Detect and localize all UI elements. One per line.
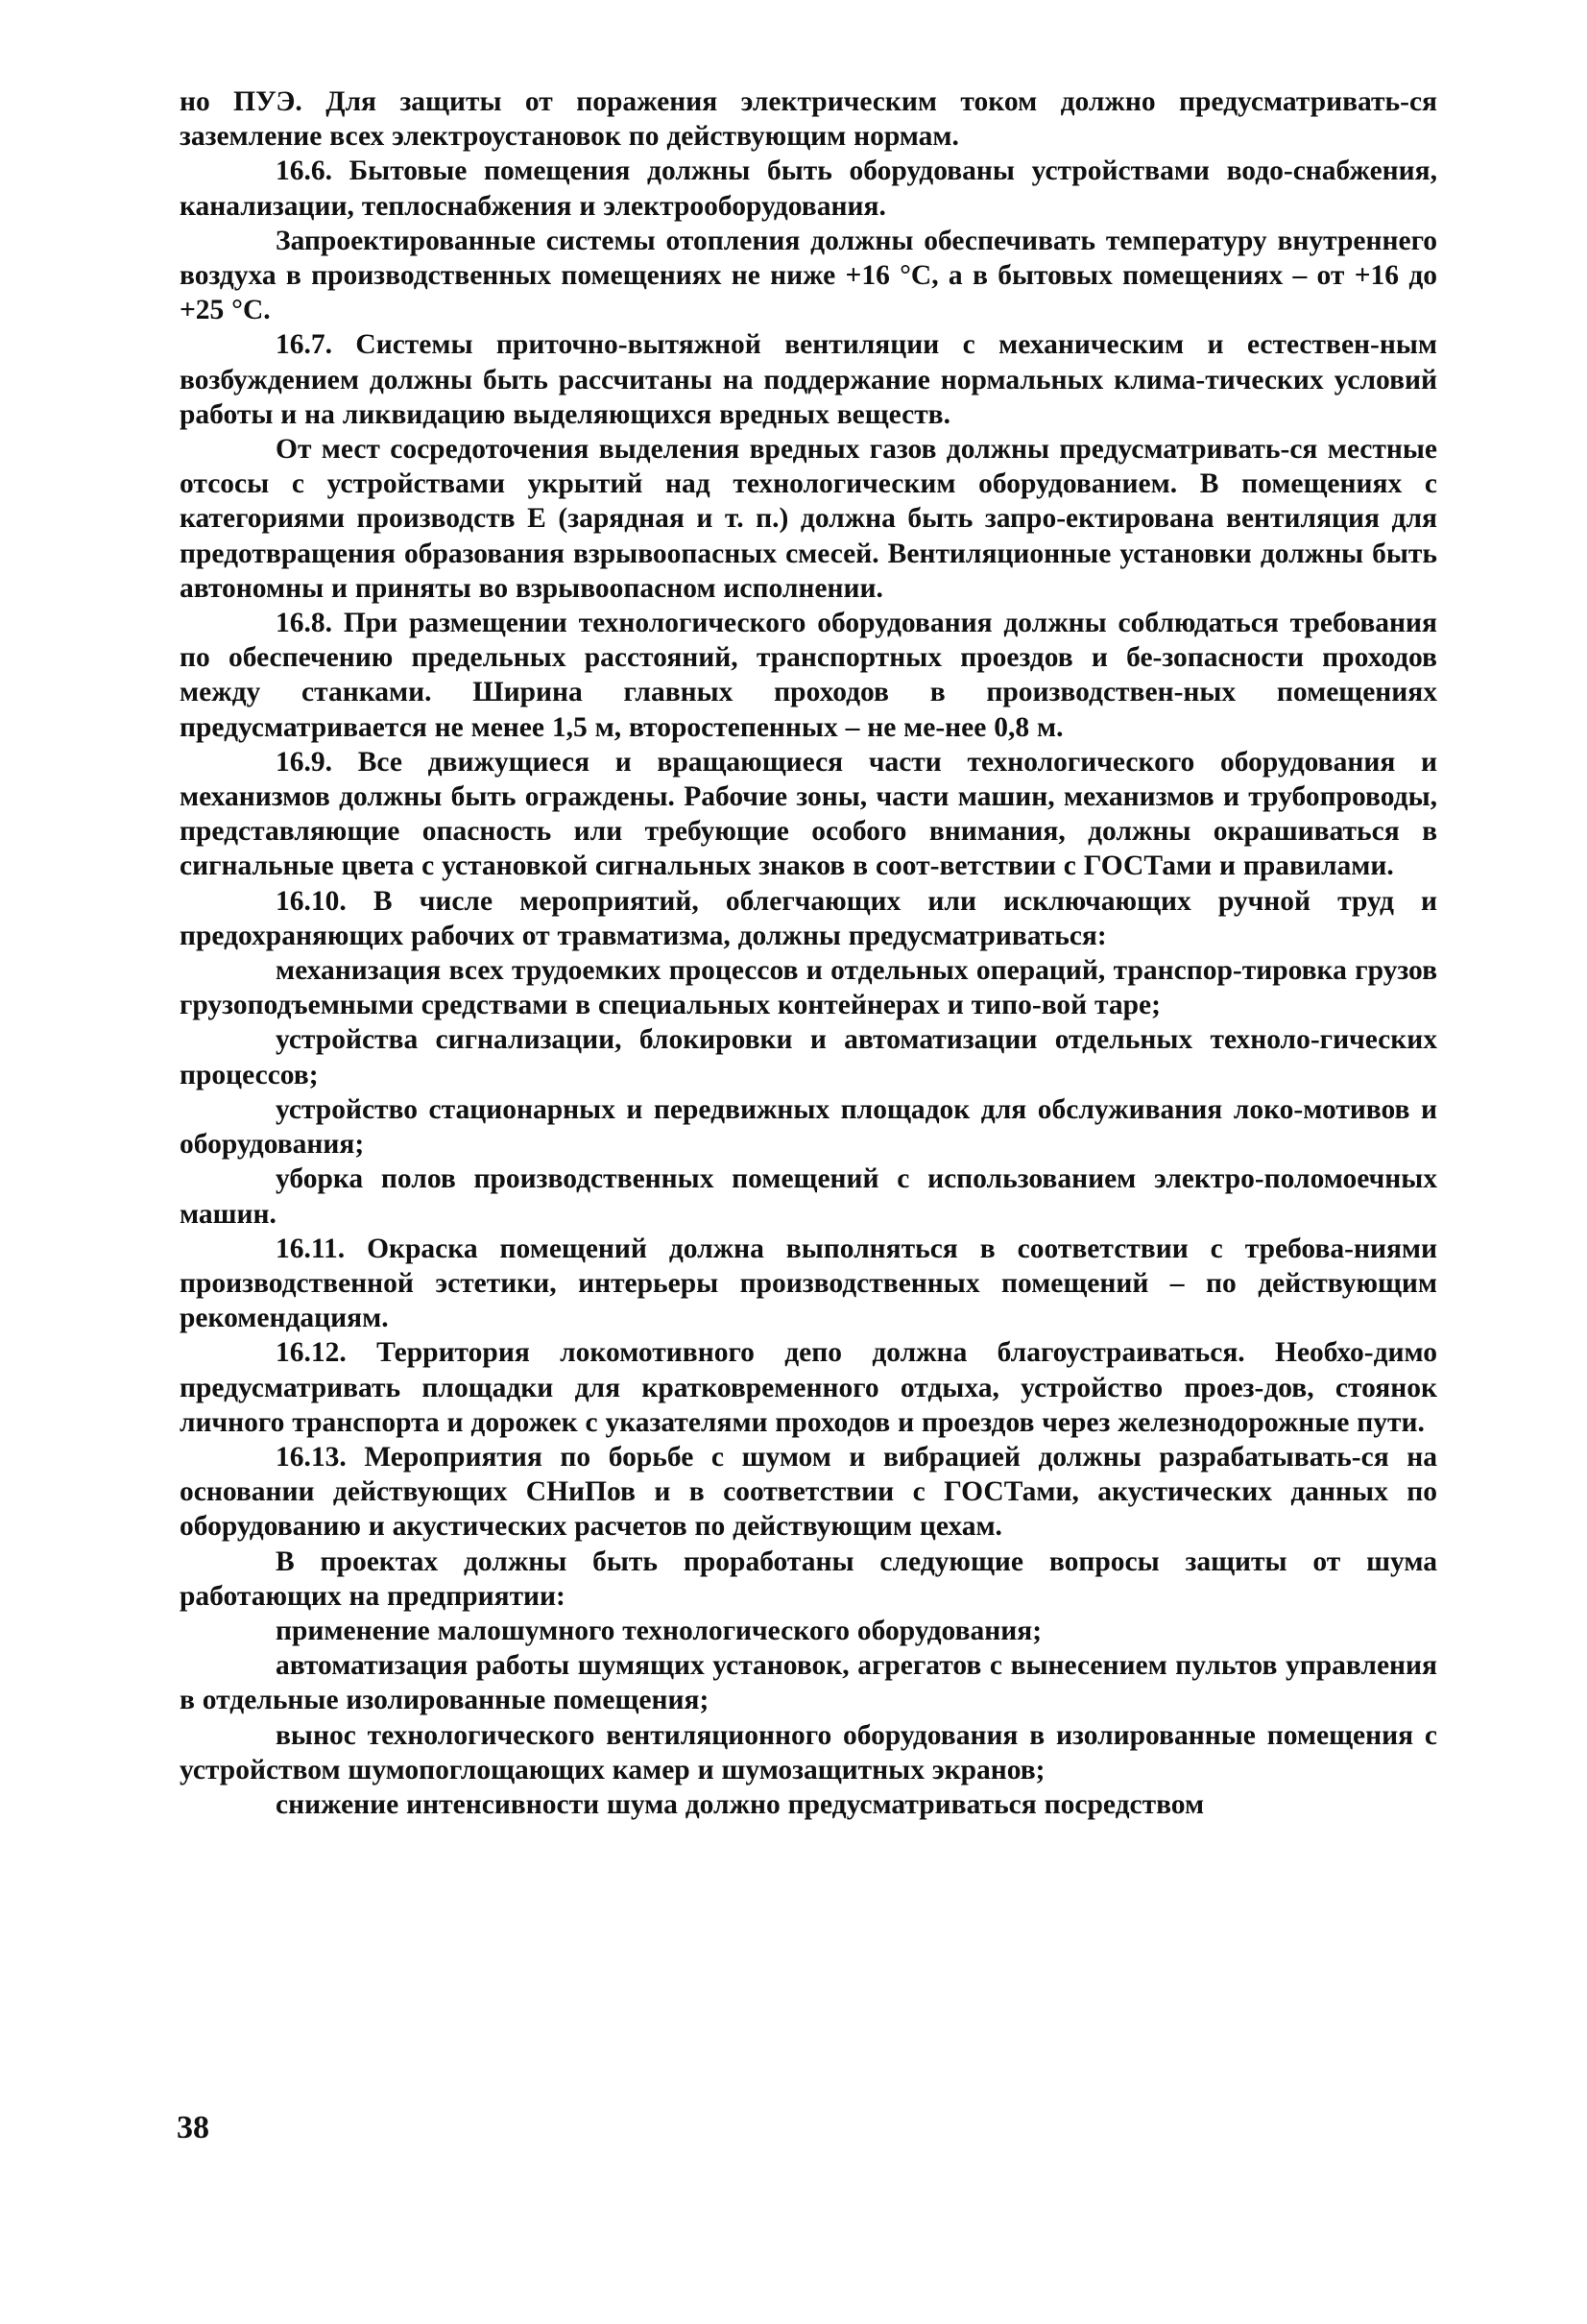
paragraph-12: уборка полов производственных помещений с использованием электро-поломоечных машин.: [180, 1163, 1437, 1230]
paragraph-4: 16.7. Системы приточно-вытяжной вентиляции с механическим и естествен-ным возбуждением должны быть рассчитаны на поддержание нормальных клима-тических условий работы и на ликвидацию выделяющихся вредных веществ.: [180, 329, 1437, 430]
paragraph-14: 16.12. Территория локомотивного депо должна благоустраиваться. Необхо-димо предусматривать площадки для кратковременного отдыха, устройство проез-дов, стоянок личного транспорта и дорожек с указателями проходов и проездов через железнодорожные пути.: [180, 1337, 1437, 1438]
paragraph-13: 16.11. Окраска помещений должна выполняться в соответствии с требова-ниями производственной эстетики, интерьеры производственных помещений – по действующим рекомендациям.: [180, 1233, 1437, 1334]
paragraph-6: 16.8. При размещении технологического оборудования должны соблюдаться требования по обеспечению предельных расстояний, транспортных проездов и бе-зопасности проходов между станками. Ширина главных проходов в производствен-ных помещениях предусматривается не менее 1,5 м, второстепенных – не ме-нее 0,8 м.: [180, 608, 1437, 743]
paragraph-1: но ПУЭ. Для защиты от поражения электрическим током должно предусматривать-ся заземление всех электроустановок по действующим нормам.: [180, 86, 1437, 153]
paragraph-20: снижение интенсивности шума должно предусматриваться посредством: [276, 1788, 1205, 1820]
paragraph-18: автоматизация работы шумящих установок, агрегатов с вынесением пультов управления в отдельные изолированные помещения;: [180, 1650, 1437, 1716]
paragraph-16: В проектах должны быть проработаны следующие вопросы защиты от шума работающих на предприятии:: [180, 1545, 1437, 1612]
paragraph-3: Запроектированные системы отопления должны обеспечивать температуру внутреннего воздуха в производственных помещениях не ниже +16 °С, а в бытовых помещениях – от +16 до +25 °С.: [180, 225, 1437, 326]
paragraph-11: устройство стационарных и передвижных площадок для обслуживания локо-мотивов и оборудования;: [180, 1093, 1437, 1161]
paragraph-15: 16.13. Мероприятия по борьбе с шумом и вибрацией должны разрабатывать-ся на основании действующих СНиПов и в соответствии с ГОСТами, акустических данных по оборудованию и акустических расчетов по действующим цехам.: [180, 1441, 1437, 1543]
page-text: [180, 84, 1437, 1822]
paragraph-19: вынос технологического вентиляционного оборудования в изолированные помещения с устройством шумопоглощающих камер и шумозащитных экранов;: [180, 1719, 1437, 1785]
paragraph-17: применение малошумного технологического оборудования;: [276, 1615, 1043, 1646]
paragraph-7: 16.9. Все движущиеся и вращающиеся части технологического оборудования и механизмов должны быть ограждены. Рабочие зоны, части машин, механизмов и трубопроводы, представляющие опасность или требующие особого внимания, должны окрашиваться в сигнальные цвета с установкой сигнальных знаков в соот-ветствии с ГОСТами и правилами.: [180, 746, 1437, 882]
paragraph-10: устройства сигнализации, блокировки и автоматизации отдельных техноло-гических процессов;: [180, 1024, 1437, 1090]
paragraph-8: 16.10. В числе мероприятий, облегчающих или исключающих ручной труд и предохраняющих рабочих от травматизма, должны предусматриваться:: [180, 885, 1437, 951]
paragraph-5: От мест сосредоточения выделения вредных газов должны предусматривать-ся местные отсосы с устройствами укрытий над технологическим оборудованием. В помещениях с категориями производств Е (зарядная и т. п.) должна быть запро-ектирована вентиляция для предотвращения образования взрывоопасных смесей. Вентиляционные установки должны быть автономны и приняты во взрывоопасном исполнении.: [180, 434, 1437, 604]
page-number: 38: [177, 2110, 209, 2145]
paragraph-9: механизация всех трудоемких процессов и отдельных операций, транспор-тировка грузов грузоподъемными средствами в специальных контейнерах и типо-вой таре;: [180, 955, 1437, 1021]
paragraph-2: 16.6. Бытовые помещения должны быть оборудованы устройствами водо-снабжения, канализации, теплоснабжения и электрооборудования.: [180, 156, 1437, 222]
